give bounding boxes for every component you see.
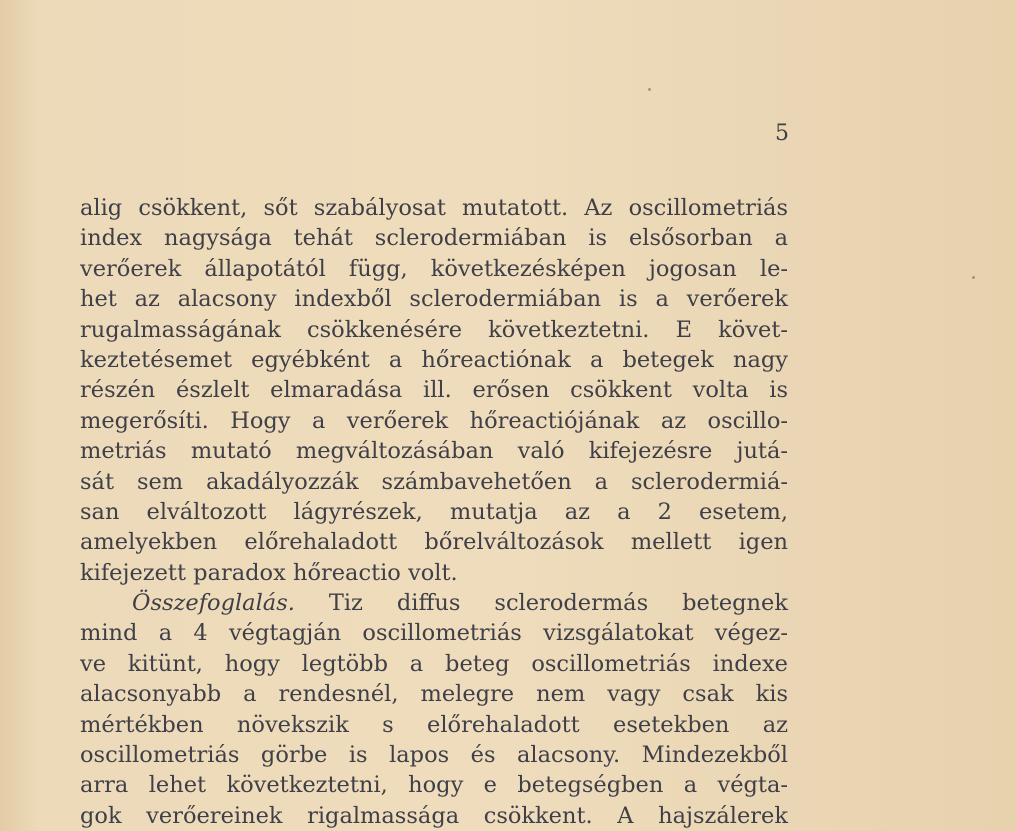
text-line: keztetésemet egyébként a hőreactiónak a betegek nagy (80, 346, 788, 373)
summary-first-text: Tiz diffus sclerodermás betegnek (328, 590, 788, 617)
paper-speck (648, 88, 651, 91)
text-line: alig csökkent, sőt szabályosat mutatott. Az oscillometriás (80, 195, 788, 221)
summary-first-line (80, 588, 788, 618)
text-line: mértékben növekszik s előrehaladott esetekben az (80, 711, 788, 738)
text-line: metriás mutató megváltozásában való kifejezésre jutá- (80, 438, 788, 465)
text-line: oscillometriás görbe is lapos és alacsony. Mindezekből (80, 742, 788, 769)
text-line: amelyekben előrehaladott bőrelváltozások mellett igen (80, 529, 788, 556)
paper-speck (972, 276, 975, 279)
body-text (80, 193, 788, 831)
text-line: index nagysága tehát sclerodermiában is elsősorban a (80, 225, 788, 252)
text-line: sát sem akadályozzák számbavehetően a sclerodermiá- (80, 468, 788, 495)
text-line: alacsonyabb a rendesnél, melegre nem vagy csak kis (80, 681, 788, 708)
text-line: arra lehet következtetni, hogy e betegségben a végta- (80, 772, 788, 799)
summary-heading: Összefoglalás. (132, 590, 295, 617)
paragraph-1 (80, 193, 788, 588)
page-number: 5 (775, 121, 789, 146)
text-line: gok verőereinek rigalmassága csökkent. A hajszálerek (80, 802, 788, 829)
paragraph-2 (80, 588, 788, 831)
text-line: kifejezett paradox hőreactio volt. (80, 559, 458, 586)
text-line: het az alacsony indexből sclerodermiában is a verőerek (80, 286, 788, 313)
text-line: san elváltozott lágyrészek, mutatja az a 2 esetem, (80, 498, 788, 525)
text-line: mind a 4 végtagján oscillometriás vizsgálatokat végez- (80, 620, 788, 647)
text-line: részén észlelt elmaradása ill. erősen csökkent volta is (80, 377, 788, 404)
text-line: ve kitünt, hogy legtöbb a beteg oscillometriás indexe (80, 650, 788, 677)
text-line: megerősíti. Hogy a verőerek hőreactiójának az oscillo- (80, 407, 788, 434)
text-line: verőerek állapotától függ, következésképen jogosan le- (80, 255, 788, 282)
text-line: rugalmasságának csökkenésére következtetni. E követ- (80, 316, 788, 343)
